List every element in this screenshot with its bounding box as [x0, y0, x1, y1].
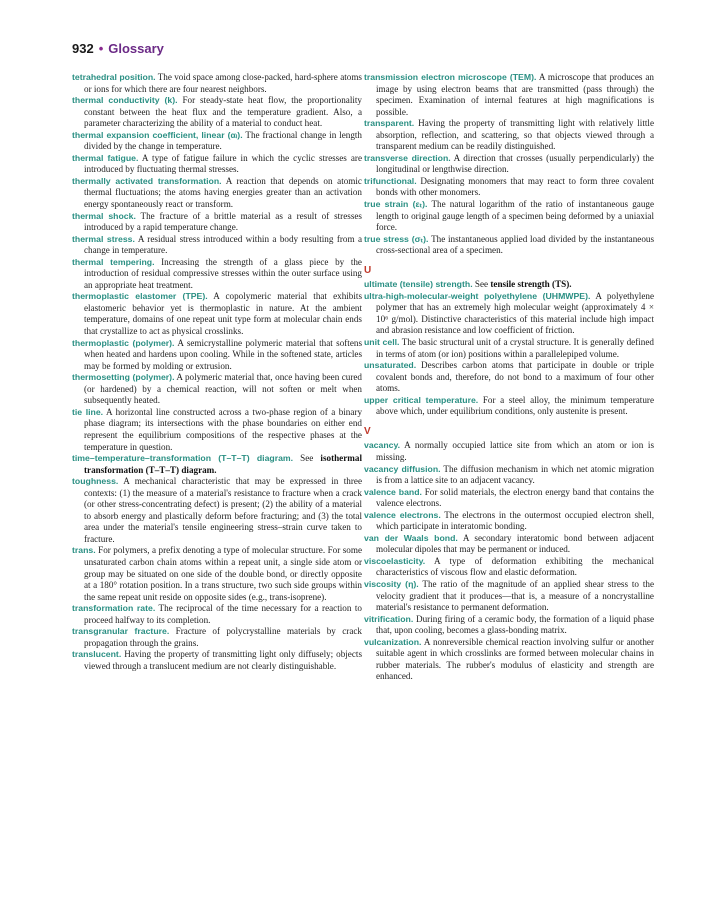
section-letter-u: U — [364, 264, 372, 276]
glossary-entry — [364, 199, 654, 234]
cross-reference: tensile strength (TS). — [490, 279, 572, 290]
glossary-entry — [72, 476, 362, 545]
glossary-term: thermal tempering. — [72, 256, 155, 267]
glossary-entry — [364, 118, 654, 153]
glossary-entry — [364, 510, 654, 533]
glossary-definition: Having the property of transmitting light only diffusely; objects viewed through a translucent medium are not clearly distinguishable. — [84, 649, 362, 671]
glossary-entry — [72, 603, 362, 626]
glossary-term: tetrahedral position. — [72, 72, 156, 82]
glossary-entry — [72, 176, 362, 211]
glossary-entry — [72, 338, 362, 373]
glossary-term: vitrification. — [364, 613, 414, 624]
glossary-entry — [72, 234, 362, 257]
glossary-definition: A microscope that produces an image by using electron beams that are transmitted (pass through) the specimen. Examination of internal features at high magnifications is possible. — [376, 72, 654, 117]
glossary-definition: A copolymeric material that exhibits elastomeric behavior yet is thermoplastic in nature. At the ambient temperature, domains of one repeat unit type form at molecular chain ends that crystallize to act as physical crosslinks. — [84, 291, 362, 337]
glossary-definition: A secondary interatomic bond between adjacent molecular dipoles that may be permanent or induced. — [376, 532, 655, 555]
glossary-definition: See — [472, 279, 491, 290]
glossary-definition: The natural logarithm of the ratio of instantaneous gauge length to original gauge length of a specimen being deformed by a uniaxial force. — [376, 199, 654, 233]
glossary-term: ultra-high-molecular-weight polyethylene (UHMWPE). — [364, 290, 591, 301]
glossary-entry — [364, 395, 654, 418]
t-entries — [364, 72, 654, 257]
glossary-definition: For solid materials, the electron energy band that contains the valence electrons. — [376, 486, 654, 509]
glossary-term: valence electrons. — [364, 509, 441, 520]
glossary-entry — [364, 337, 654, 360]
glossary-entry — [364, 234, 654, 257]
glossary-term: translucent. — [72, 649, 122, 660]
glossary-term: viscoelasticity. — [364, 555, 426, 566]
glossary-entry — [72, 291, 362, 337]
glossary-term: viscosity (η). — [364, 578, 419, 589]
glossary-definition: The reciprocal of the time necessary for a reaction to proceed halfway to its completion. — [84, 603, 362, 625]
glossary-entry — [72, 372, 362, 407]
page-number: 932 — [72, 41, 94, 56]
section-letter-v: V — [364, 425, 371, 437]
glossary-definition: A reaction that depends on atomic thermal fluctuations; the atoms having energies greater than an activation energy spontaneously react or transform. — [84, 175, 362, 210]
glossary-entry — [72, 407, 362, 453]
glossary-definition: The fracture of a brittle material as a result of stresses introduced by a rapid temperature change. — [84, 210, 362, 233]
glossary-term: van der Waals bond. — [364, 532, 458, 543]
glossary-entry — [364, 464, 654, 487]
page-header — [72, 41, 164, 56]
glossary-entry — [364, 279, 654, 291]
glossary-entry — [72, 649, 362, 672]
glossary-term: transparent. — [364, 118, 415, 129]
glossary-term: transgranular fracture. — [72, 626, 170, 637]
u-entries — [364, 279, 654, 418]
glossary-entry — [72, 626, 362, 649]
glossary-entry — [72, 95, 362, 130]
glossary-term: thermal expansion coefficient, linear (αₗ). — [72, 129, 243, 140]
glossary-entry — [364, 556, 654, 579]
glossary-entry — [364, 291, 654, 337]
glossary-definition: A normally occupied lattice site from which an atom or ion is missing. — [376, 440, 654, 462]
glossary-term: thermal fatigue. — [72, 152, 139, 163]
left-column — [72, 72, 362, 672]
glossary-entry — [72, 453, 362, 476]
glossary-definition: A residual stress introduced within a body resulting from a change in temperature. — [84, 233, 363, 256]
glossary-entry — [364, 614, 654, 637]
glossary-term: thermoplastic (polymer). — [72, 337, 175, 348]
glossary-term: vulcanization. — [364, 636, 422, 647]
glossary-term: upper critical temperature. — [364, 394, 479, 405]
glossary-definition: A nonreversible chemical reaction involving sulfur or another suitable agent in which crosslinks are formed between molecular chains in rubber materials. The rubber's modulus of elasticity and strength are enhanced. — [376, 636, 654, 682]
v-entries — [364, 440, 654, 682]
glossary-definition: A mechanical characteristic that may be expressed in three contexts: (1) the measure of a material's resistance to fracture when a crack (or other stress-concentrating defect) is present; (2) the ability of a material to absorb energy and plastically deform before fracturing; and (3) the total area under the material's tensile engineering stress–strain curve taken to fracture. — [84, 476, 362, 544]
glossary-term: trans. — [72, 545, 96, 556]
glossary-term: thermosetting (polymer). — [72, 372, 175, 383]
glossary-definition: The diffusion mechanism in which net atomic migration is from a lattice site to an adjacent vacancy. — [376, 463, 655, 486]
glossary-term: thermally activated transformation. — [72, 175, 222, 186]
glossary-term: ultimate (tensile) strength. — [364, 279, 473, 290]
glossary-entry — [72, 211, 362, 234]
glossary-definition: The fractional change in length divided by the change in temperature. — [84, 129, 362, 152]
right-column — [364, 72, 654, 683]
glossary-term: transmission electron microscope (TEM). — [364, 72, 537, 82]
section-title: Glossary — [108, 41, 164, 56]
glossary-definition: The basic structural unit of a crystal structure. It is generally defined in terms of atom (or ion) positions within a parallelepiped volume. — [376, 337, 654, 359]
glossary-definition: For steady-state heat flow, the proportionality constant between the heat flux and the temperature gradient. Also, a parameter characterizing the ability of a material to conduct heat. — [84, 95, 362, 129]
glossary-term: thermal shock. — [72, 210, 136, 221]
glossary-definition: During firing of a ceramic body, the formation of a liquid phase that, upon cooling, becomes a glass-bonding matrix. — [376, 613, 654, 636]
glossary-term: vacancy diffusion. — [364, 463, 441, 474]
glossary-definition: The instantaneous applied load divided by the instantaneous cross-sectional area of a specimen. — [376, 233, 655, 256]
glossary-entry — [72, 545, 362, 603]
glossary-definition: A semicrystalline polymeric material that softens when heated and hardens upon cooling. While in the softened state, articles may be formed by molding or extrusion. — [84, 337, 363, 371]
glossary-entry — [364, 153, 654, 176]
glossary-definition: The void space among close-packed, hard-sphere atoms or ions for which there are four nearest neighbors. — [84, 72, 362, 94]
glossary-definition: See — [293, 453, 321, 464]
glossary-definition: A polyethylene polymer that has an extremely high molecular weight (approximately 4 × 10⁶ g/mol). Distinctive characteristics of this material include high impact and abrasion resistance and low coefficient of friction. — [376, 290, 654, 336]
glossary-term: thermal stress. — [72, 233, 135, 244]
glossary-term: thermoplastic elastomer (TPE). — [72, 291, 208, 302]
glossary-entry — [364, 176, 654, 199]
glossary-definition: The electrons in the outermost occupied electron shell, which participate in interatomic bonding. — [376, 509, 654, 532]
glossary-entry — [364, 360, 654, 395]
glossary-term: vacancy. — [364, 440, 401, 451]
glossary-definition: For a steel alloy, the minimum temperature above which, under equilibrium conditions, only austenite is present. — [376, 394, 654, 417]
glossary-entry — [364, 637, 654, 683]
glossary-term: transverse direction. — [364, 152, 451, 163]
glossary-term: thermal conductivity (k). — [72, 95, 178, 106]
glossary-term: trifunctional. — [364, 175, 417, 186]
glossary-entry — [72, 153, 362, 176]
glossary-definition: Describes carbon atoms that participate in double or triple covalent bonds and, therefore, do not bond to a maximum of four other atoms. — [376, 360, 654, 394]
glossary-definition: A type of fatigue failure in which the cyclic stresses are introduced by fluctuating thermal stresses. — [84, 152, 362, 175]
glossary-term: time–temperature–transformation (T–T–T) diagram. — [72, 453, 294, 464]
glossary-term: valence band. — [364, 486, 422, 497]
glossary-term: true stress (σₜ). — [364, 233, 429, 244]
glossary-definition: A direction that crosses (usually perpendicularly) the longitudinal or lengthwise direction. — [376, 152, 654, 175]
glossary-entry — [364, 579, 654, 614]
glossary-term: unit cell. — [364, 337, 400, 348]
glossary-definition: Designating monomers that may react to form three covalent bonds with other monomers. — [376, 175, 654, 198]
glossary-entry — [364, 533, 654, 556]
glossary-definition: A polymeric material that, once having been cured (or hardened) by a chemical reaction, will not soften or melt when subsequently heated. — [84, 372, 362, 406]
glossary-definition: Increasing the strength of a glass piece by the introduction of residual compressive stresses within the outer surface using an appropriate heat treatment. — [84, 256, 362, 290]
header-separator: • — [98, 41, 104, 56]
glossary-term: true strain (εₜ). — [364, 199, 428, 210]
glossary-definition: A type of deformation exhibiting the mechanical characteristics of viscous flow and elastic deformation. — [376, 555, 654, 578]
glossary-definition: Having the property of transmitting light with relatively little absorption, reflection, and scattering, so that objects viewed through a transparent medium can be readily distinguished. — [376, 118, 654, 152]
glossary-term: tie line. — [72, 406, 104, 417]
glossary-term: unsaturated. — [364, 360, 417, 371]
glossary-entry — [72, 130, 362, 153]
glossary-definition: Fracture of polycrystalline materials by crack propagation through the grains. — [84, 626, 362, 648]
glossary-entry — [364, 72, 654, 118]
cross-reference: isothermal transformation (T–T–T) diagram. — [84, 453, 362, 475]
glossary-definition: For polymers, a prefix denoting a type of molecular structure. For some unsaturated carbon chain atoms within a repeat unit, a single side atom or group may be situated on one side of the double bond, or directly opposite at a 180° rotation position. In a trans structure, two such side groups within the same repeat unit reside on opposite sides (e.g., trans-isoprene). — [84, 545, 362, 602]
glossary-term: toughness. — [72, 476, 119, 487]
glossary-term: transformation rate. — [72, 603, 156, 614]
glossary-entry — [364, 487, 654, 510]
glossary-entry — [72, 257, 362, 292]
glossary-definition: The ratio of the magnitude of an applied shear stress to the velocity gradient that it produces—that is, a measure of a noncrystalline material's resistance to permanent deformation. — [376, 578, 655, 613]
glossary-entry — [364, 440, 654, 463]
glossary-definition: A horizontal line constructed across a two-phase region of a binary phase diagram; its intersections with the phase boundaries on either end represent the equilibrium compositions of the respective phases at the temperature in question. — [84, 406, 363, 452]
glossary-entry — [72, 72, 362, 95]
